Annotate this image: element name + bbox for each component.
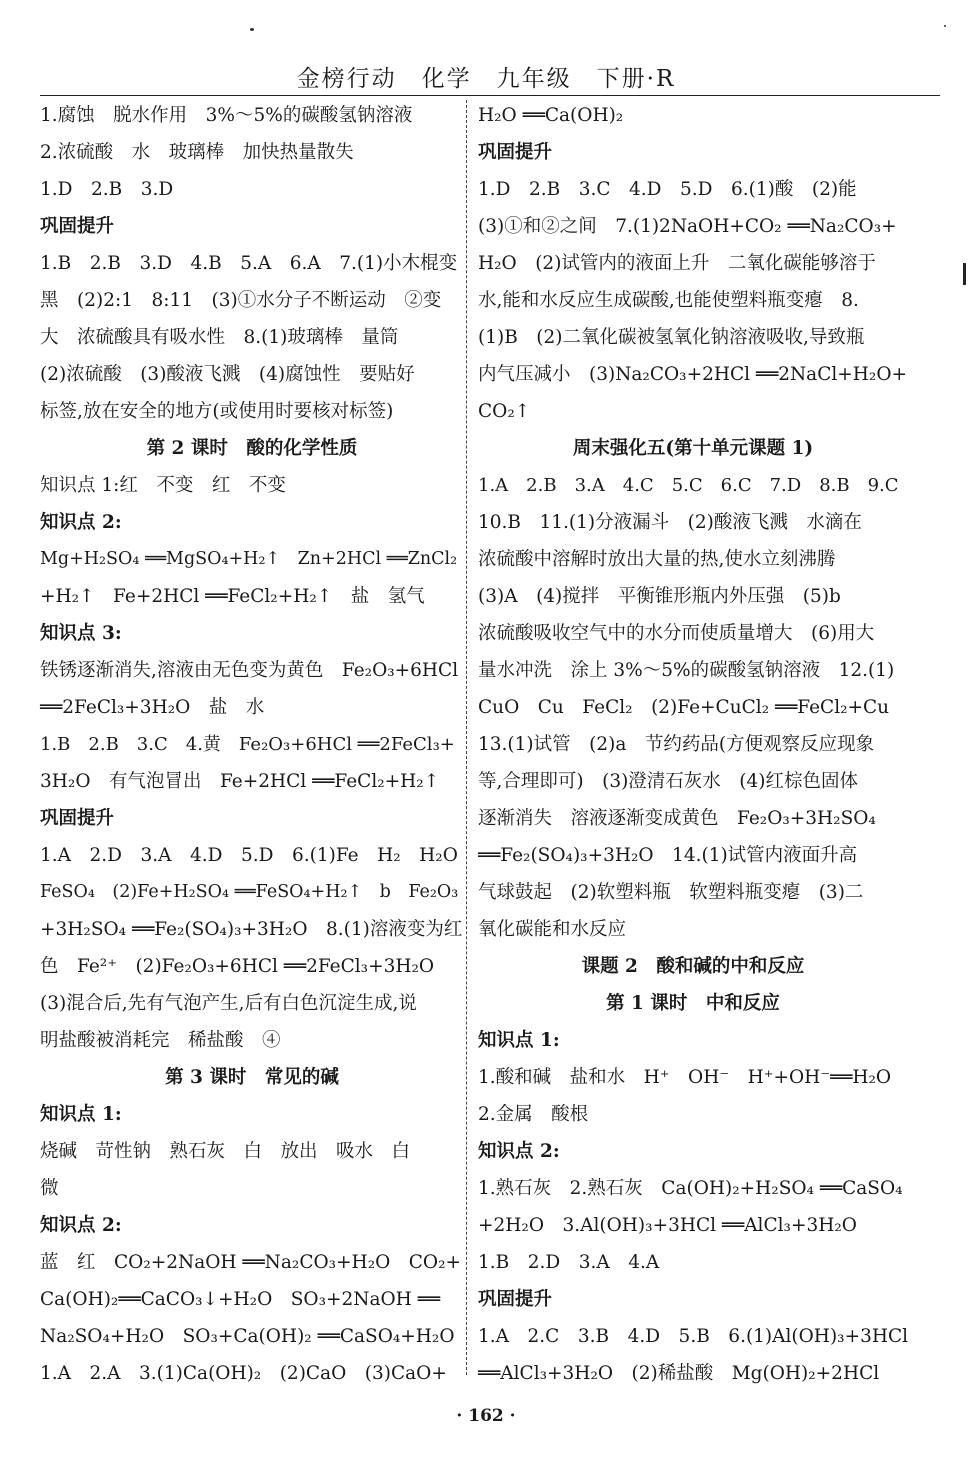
text-line: 等,合理即可) (3)澄清石灰水 (4)红棕色固体 (478, 771, 859, 792)
text-line: +3H₂SO₄ ══Fe₂(SO₄)₃+3H₂O 8.(1)溶液变为红 (40, 919, 463, 940)
text-line: 知识点 1:红 不变 红 不变 (40, 475, 286, 496)
text-line: ══Fe₂(SO₄)₃+3H₂O 14.(1)试管内液面升高 (478, 845, 858, 866)
text-line: 黑 (2)2:1 8:11 (3)①水分子不断运动 ②变 (40, 290, 442, 311)
text-line: +2H₂O 3.Al(OH)₃+3HCl ══AlCl₃+3H₂O (478, 1215, 857, 1236)
text-line: H₂O (2)试管内的液面上升 二氧化碳能够溶于 (478, 253, 876, 274)
section-heading: 知识点 2: (40, 1215, 122, 1236)
lesson-title: 周末强化五(第十单元课题 1) (572, 438, 814, 459)
text-line: +H₂↑ Fe+2HCl ══FeCl₂+H₂↑ 盐 氢气 (40, 586, 425, 607)
text-line: 1.腐蚀 脱水作用 3%～5%的碳酸氢钠溶液 (40, 105, 413, 126)
section-heading: 知识点 2: (478, 1141, 560, 1162)
edge-mark (963, 263, 966, 285)
section-heading: 巩固提升 (478, 142, 553, 163)
text-line: 水,能和水反应生成碳酸,也能使塑料瓶变瘪 8. (478, 290, 859, 311)
text-line: CuO Cu FeCl₂ (2)Fe+CuCl₂ ══FeCl₂+Cu (478, 697, 890, 718)
lesson-title: 第 1 课时 中和反应 (606, 993, 780, 1014)
lesson-title: 课题 2 酸和碱的中和反应 (581, 956, 805, 977)
text-line: 气球鼓起 (2)软塑料瓶 软塑料瓶变瘪 (3)二 (478, 882, 864, 903)
lesson-title: 第 3 课时 常见的碱 (165, 1067, 339, 1088)
text-line: ══AlCl₃+3H₂O (2)稀盐酸 Mg(OH)₂+2HCl (478, 1363, 880, 1384)
text-line: Ca(OH)₂══CaCO₃↓+H₂O SO₃+2NaOH ══ (40, 1289, 440, 1310)
text-line: 1.B 2.B 3.C 4.黄 Fe₂O₃+6HCl ══2FeCl₃+ (40, 734, 455, 755)
right-column (478, 97, 908, 1392)
text-line: (3)①和②之间 7.(1)2NaOH+CO₂ ══Na₂CO₃+ (478, 216, 897, 237)
section-heading: 知识点 1: (40, 1104, 122, 1125)
text-line: 10.B 11.(1)分液漏斗 (2)酸液飞溅 水滴在 (478, 512, 862, 533)
text-line: 浓硫酸中溶解时放出大量的热,使水立刻沸腾 (478, 549, 836, 570)
lesson-title: 第 2 课时 酸的化学性质 (146, 438, 358, 459)
scan-speck (944, 25, 946, 27)
text-line: (2)浓硫酸 (3)酸液飞溅 (4)腐蚀性 要贴好 (40, 364, 415, 385)
text-line: 蓝 红 CO₂+2NaOH ══Na₂CO₃+H₂O CO₂+ (40, 1252, 462, 1273)
page-number: · 162 · (456, 1406, 516, 1426)
left-column (40, 97, 464, 1392)
text-line: Na₂SO₄+H₂O SO₃+Ca(OH)₂ ══CaSO₄+H₂O (40, 1326, 455, 1347)
text-line: (3)A (4)搅拌 平衡锥形瓶内外压强 (5)b (478, 586, 841, 607)
section-heading: 巩固提升 (40, 216, 115, 237)
text-line: H₂O ══Ca(OH)₂ (478, 105, 624, 126)
text-line: 铁锈逐渐消失,溶液由无色变为黄色 Fe₂O₃+6HCl (40, 660, 459, 681)
section-heading: 知识点 2: (40, 512, 122, 533)
text-line: 量水冲洗 涂上 3%～5%的碳酸氢钠溶液 12.(1) (478, 660, 895, 681)
text-line: 微 (40, 1178, 59, 1199)
page-header-title: 金榜行动 化学 九年级 下册·R (296, 66, 676, 92)
header-rule (40, 95, 940, 96)
text-line: FeSO₄ (2)Fe+H₂SO₄ ══FeSO₄+H₂↑ b Fe₂O₃ (40, 882, 459, 902)
text-line: 2.浓硫酸 水 玻璃棒 加快热量散失 (40, 142, 354, 163)
text-line: 1.B 2.D 3.A 4.A (478, 1252, 660, 1273)
text-line: 逐渐消失 溶液逐渐变成黄色 Fe₂O₃+3H₂SO₄ (478, 808, 876, 829)
text-line: 明盐酸被消耗完 稀盐酸 ④ (40, 1030, 281, 1051)
text-line: (1)B (2)二氧化碳被氢氧化钠溶液吸收,导致瓶 (478, 327, 865, 348)
text-line: 1.D 2.B 3.D (40, 179, 174, 200)
text-line: 1.D 2.B 3.C 4.D 5.D 6.(1)酸 (2)能 (478, 179, 857, 200)
text-line: 标签,放在安全的地方(或使用时要核对标签) (40, 401, 394, 422)
text-line: 13.(1)试管 (2)a 节约药品(方便观察反应现象 (478, 734, 875, 755)
section-heading: 巩固提升 (478, 1289, 553, 1310)
text-line: 色 Fe²⁺ (2)Fe₂O₃+6HCl ══2FeCl₃+3H₂O (40, 956, 435, 977)
text-line: 烧碱 苛性钠 熟石灰 白 放出 吸水 白 (40, 1141, 411, 1162)
text-line: 浓硫酸吸收空气中的水分而使质量增大 (6)用大 (478, 623, 875, 644)
section-heading: 知识点 1: (478, 1030, 560, 1051)
text-line: 1.酸和碱 盐和水 H⁺ OH⁻ H⁺+OH⁻══H₂O (478, 1067, 892, 1088)
text-line: (3)混合后,先有气泡产生,后有白色沉淀生成,说 (40, 993, 417, 1014)
scan-speck (250, 28, 254, 31)
text-line: 1.A 2.C 3.B 4.D 5.B 6.(1)Al(OH)₃+3HCl (478, 1326, 909, 1347)
section-heading: 巩固提升 (40, 808, 115, 829)
text-line: ══2FeCl₃+3H₂O 盐 水 (40, 697, 265, 718)
text-line: 内气压减小 (3)Na₂CO₃+2HCl ══2NaCl+H₂O+ (478, 364, 907, 385)
text-line: Mg+H₂SO₄ ══MgSO₄+H₂↑ Zn+2HCl ══ZnCl₂ (40, 549, 458, 569)
column-divider (466, 100, 467, 1375)
text-line: CO₂↑ (478, 401, 531, 422)
text-line: 2.金属 酸根 (478, 1104, 589, 1125)
text-line: 1.A 2.D 3.A 4.D 5.D 6.(1)Fe H₂ H₂O (40, 845, 458, 866)
text-line: 1.熟石灰 2.熟石灰 Ca(OH)₂+H₂SO₄ ══CaSO₄ (478, 1178, 903, 1199)
text-line: 1.A 2.B 3.A 4.C 5.C 6.C 7.D 8.B 9.C (478, 475, 899, 496)
text-line: 氧化碳能和水反应 (478, 919, 627, 940)
text-line: 1.B 2.B 3.D 4.B 5.A 6.A 7.(1)小木棍变 (40, 253, 458, 274)
text-line: 大 浓硫酸具有吸水性 8.(1)玻璃棒 量筒 (40, 327, 399, 348)
section-heading: 知识点 3: (40, 623, 122, 644)
text-line: 1.A 2.A 3.(1)Ca(OH)₂ (2)CaO (3)CaO+ (40, 1363, 447, 1384)
text-line: 3H₂O 有气泡冒出 Fe+2HCl ══FeCl₂+H₂↑ (40, 771, 440, 792)
